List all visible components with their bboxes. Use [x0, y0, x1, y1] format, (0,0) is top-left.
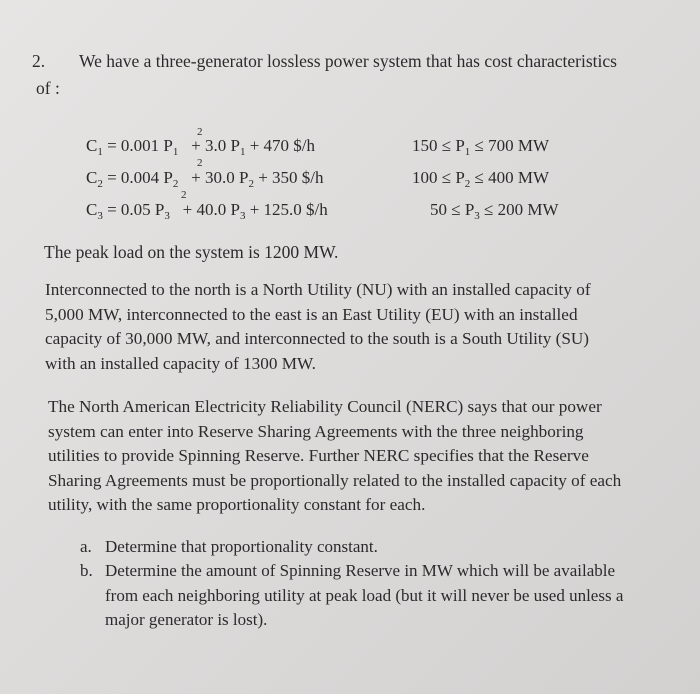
peak-load-statement: The peak load on the system is 1200 MW.: [44, 242, 339, 262]
generation-limit: $150 \le P_1 \le 700$ MW: [412, 136, 550, 158]
paragraph-line: 5,000 MW, interconnected to the east is an East Utility (EU) with an installed: [45, 304, 578, 324]
interconnection-paragraph: [45, 278, 591, 376]
task-b: [80, 559, 690, 639]
paragraph-line: with an installed capacity of 1300 MW.: [45, 353, 316, 373]
paragraph-line: capacity of 30,000 MW, and interconnected to the south is a South Utility (SU): [45, 329, 590, 348]
paragraph-line: The North American Electricity Reliability Council (NERC) says that our power: [48, 397, 602, 416]
cost-formula: $C_2 = 0.004$ $P_2$ + 30.0 $P_2 + 350$ $/h: [86, 168, 324, 190]
paragraph-line: Interconnected to the north is a North Utility (NU) with an installed capacity of: [45, 280, 591, 299]
exponent: 2: [181, 189, 187, 201]
problem-statement-line-1: We have a three-generator lossless power system that has cost characteristics: [79, 51, 617, 71]
exponent: 2: [197, 126, 203, 138]
generation-limit: $100 \le P_2 \le 400$ MW: [412, 168, 550, 190]
paragraph-line: system can enter into Reserve Sharing Agreements with the three neighboring: [48, 421, 584, 441]
task-label: a.: [80, 537, 92, 556]
paragraph-line: utility, with the same proportionality constant for each.: [48, 495, 426, 514]
task-a: [80, 535, 680, 561]
cost-formula: $C_3 = 0.05$ $P_3$ + 40.0 $P_3 + 125.0$ $/h: [86, 200, 328, 222]
problem-statement-line-2: of :: [36, 78, 60, 98]
task-text: Determine the amount of Spinning Reserve in MW which will be available from each neighboring utility at peak load (but it will never be used unless a major generator is lost).: [105, 561, 624, 629]
problem-number: 2.: [32, 51, 46, 71]
task-label: b.: [80, 561, 93, 580]
task-text: Determine that proportionality constant.: [105, 537, 378, 556]
exponent: 2: [197, 157, 203, 169]
nerc-paragraph: [48, 395, 621, 518]
generation-limit: $50 \le P_3 \le 200$ MW: [430, 200, 559, 222]
paragraph-line: utilities to provide Spinning Reserve. Further NERC specifies that the Reserve: [48, 446, 589, 465]
paragraph-line: Sharing Agreements must be proportionally related to the installed capacity of each: [48, 470, 622, 490]
cost-formula: $C_1 = 0.001$ $P_1$ + 3.0 $P_1 + 470$ $/h: [86, 136, 315, 158]
